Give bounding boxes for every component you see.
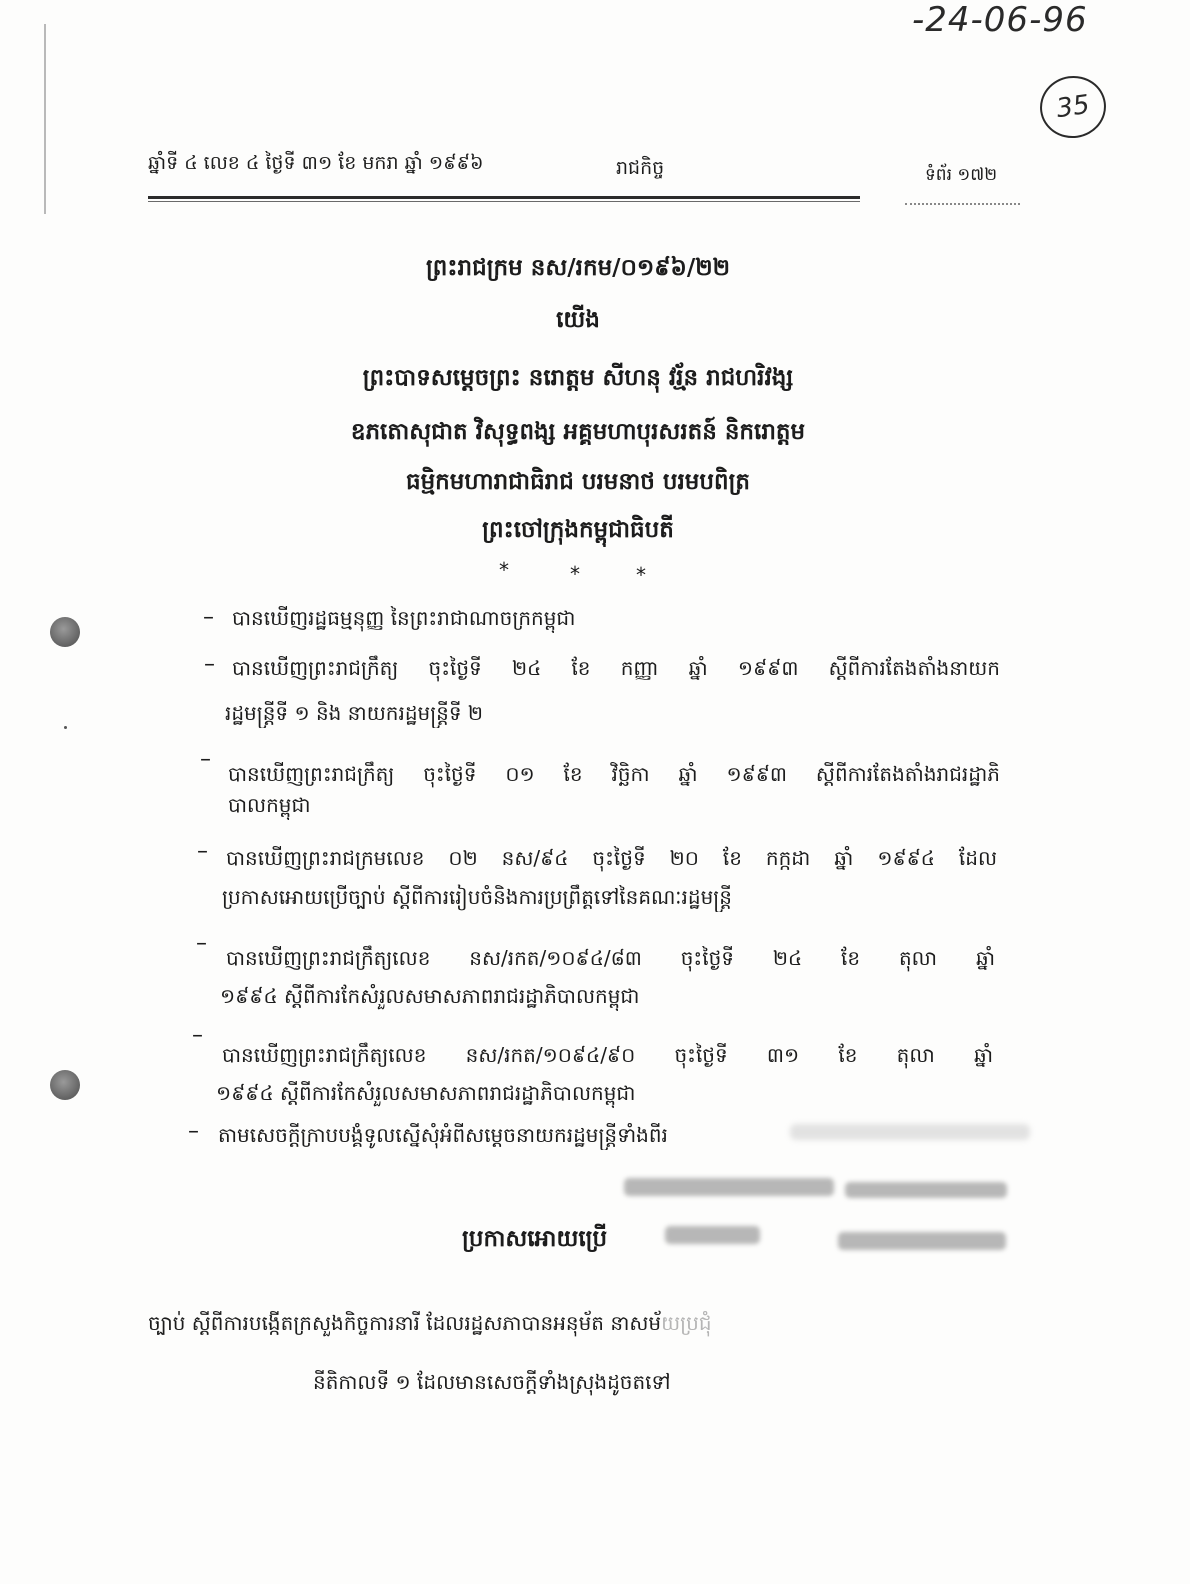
handwritten-date: -24-06-96 [912, 0, 1088, 40]
circled-page-mark [1036, 72, 1110, 143]
recital-line: ១៩៩៤ ស្តីពីការកែសំរួលសមាសភាពរាជរដ្ឋាភិបាលកម្ពុជា [220, 984, 640, 1008]
king-title-line-2: ឧភតោសុជាត វិសុទ្ធពង្ស អគ្គមហាបុរសរតន៍ និករោត្តម [350, 419, 806, 445]
gazette-issue: ឆ្នាំទី ៤ លេខ ៤ ថ្ងៃទី ៣១ ខែ មករា ឆ្នាំ ១៩៩៦ [148, 152, 484, 174]
recital-line: ប្រកាសអោយប្រើច្បាប់ ស្តីពីការរៀបចំនិងការប្រព្រឹត្តទៅនៃគណៈរដ្ឋមន្ត្រី [222, 885, 732, 909]
law-title-line-1 [148, 1308, 712, 1338]
title-we: យើង [556, 307, 600, 333]
law-title-text: ច្បាប់ ស្តីពីការបង្កើតក្រសួងកិច្ចការនារី ដែលរដ្ឋសភាបានអនុម័ត នាសម [148, 1311, 662, 1335]
faded-signature [845, 1182, 1007, 1198]
recital-line: បានឃើញព្រះរាជក្រឹត្យលេខ នស/រកត/១០៩៤/៩០ ចុះថ្ងៃទី ៣១ ខែ តុលា ឆ្នាំ [222, 1043, 993, 1067]
punch-hole-bottom [50, 1070, 80, 1100]
faded-signature [665, 1226, 760, 1244]
bullet-dash: – [192, 1023, 203, 1048]
recital-line: បានឃើញព្រះរាជក្រឹត្យ ចុះថ្ងៃទី ០១ ខែ វិច្ឆិកា ឆ្នាំ ១៩៩៣ ស្តីពីការតែងតាំងរាជរដ្ឋាភិ [228, 762, 1000, 786]
recital-line: បានឃើញព្រះរាជក្រមលេខ ០២ នស/៩៤ ចុះថ្ងៃទី ២០ ខែ កក្កដា ឆ្នាំ ១៩៩៤ ដែល [226, 846, 997, 870]
recital-line: តាមសេចក្តីក្រាបបង្គំទូលស្នើសុំអំពីសម្តេចនាយករដ្ឋមន្ត្រីទាំងពីរ [218, 1123, 668, 1147]
bullet-dash: – [200, 747, 211, 772]
circled-page-number: 35 [1054, 89, 1092, 125]
gazette-name: រាជកិច្ច [616, 157, 665, 179]
recital-line: ១៩៩៤ ស្តីពីការកែសំរួលសមាសភាពរាជរដ្ឋាភិបាលកម្ពុជា [216, 1081, 636, 1105]
recital-line: បានឃើញព្រះរាជក្រឹត្យ ចុះថ្ងៃទី ២៤ ខែ កញ្ញា ឆ្នាំ ១៩៩៣ ស្តីពីការតែងតាំងនាយក [232, 656, 1000, 680]
gazette-page: ទំព័រ ១៧២ [925, 165, 998, 185]
faded-signature [624, 1178, 834, 1196]
ornament-star: * [636, 563, 646, 587]
recital-line: បាលកម្ពុជា [228, 793, 311, 817]
bullet-dash: – [197, 839, 208, 864]
header-rule-thin [148, 201, 860, 202]
recital-line: បានឃើញព្រះរាជក្រឹត្យលេខ នស/រកត/១០៩៤/៨៣ ចុះថ្ងៃទី ២៤ ខែ តុលា ឆ្នាំ [226, 946, 995, 970]
header-dotted-rule [905, 203, 1020, 205]
law-title-faded-text: ័យប្រជុំ [661, 1311, 712, 1335]
bullet-dash: – [204, 652, 215, 677]
king-title-line-1: ព្រះបាទសម្តេចព្រះ នរោត្តម សីហនុ វរ្ម័ន រាជហរិវង្ស [362, 365, 794, 391]
ornament-star: * [570, 562, 580, 586]
bullet-dash: – [188, 1119, 199, 1144]
scan-edge-line [44, 24, 46, 214]
ornament-star: * [499, 558, 509, 582]
promulgate-heading: ប្រកាសអោយប្រើ [462, 1226, 608, 1252]
bullet-dash: – [196, 931, 207, 956]
bullet-dash: – [203, 605, 214, 630]
faded-signature [838, 1232, 1006, 1250]
law-title-line-2: នីតិកាលទី ១ ដែលមានសេចក្តីទាំងស្រុងដូចតទៅ [313, 1370, 671, 1394]
decree-number: ព្រះរាជក្រម នស/រកម/០១៩៦/២២ [425, 255, 731, 281]
recital-line: រដ្ឋមន្ត្រីទី ១ និង នាយករដ្ឋមន្ត្រីទី ២ [225, 701, 484, 725]
faded-stamp-text [790, 1124, 1030, 1140]
scan-speck [64, 726, 67, 729]
recital-line: បានឃើញរដ្ឋធម្មនុញ្ញ នៃព្រះរាជាណាចក្រកម្ពុជា [232, 606, 576, 630]
king-title-line-3: ធម្មិកមហារាជាធិរាជ បរមនាថ បរមបពិត្រ [405, 469, 751, 495]
king-title-line-4: ព្រះចៅក្រុងកម្ពុជាធិបតី [482, 517, 674, 543]
header-rule [148, 196, 860, 199]
punch-hole-top [50, 617, 80, 647]
